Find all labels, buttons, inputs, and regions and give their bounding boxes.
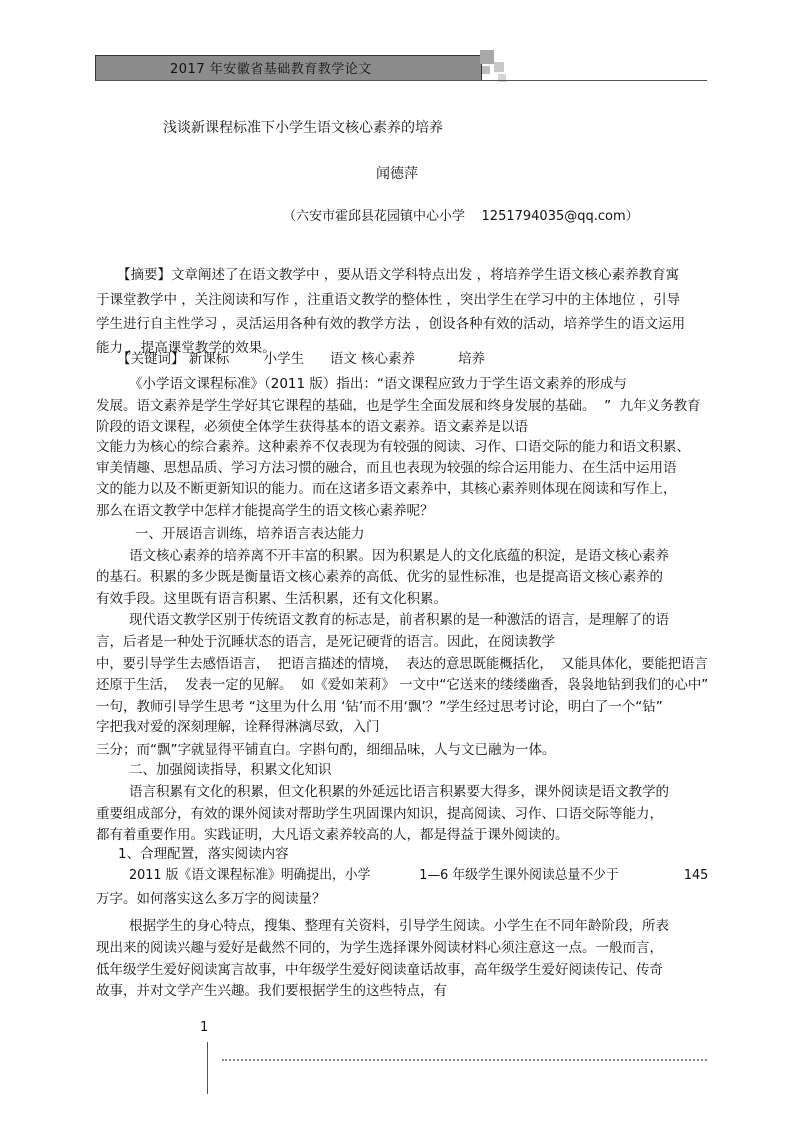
decorative-square bbox=[494, 62, 504, 72]
body-line: 审美情趣、思想品质、学习方法习惯的融合，而且也表现为较强的综合运用能力、在生活中运用语 bbox=[96, 460, 677, 476]
decorative-square bbox=[480, 50, 494, 64]
body-line: 现代语文教学区别于传统语文教育的标志是，前者积累的是一种激活的语言，是理解了的语 bbox=[129, 612, 669, 628]
body-line: 三分；而“飘”字就显得平铺直白。字斟句酌，细细品味，人与文已融为一体。 bbox=[96, 742, 556, 758]
body-line: 文能力为核心的综合素养。这种素养不仅表现为有较强的阅读、习作、口语交际的能力和语文积累、 bbox=[96, 439, 690, 455]
body-line: 一、开展语言训练，培养语言表达能力 bbox=[135, 526, 365, 542]
body-line: 【关键词】 新课标 小学生 语文 核心素养 培养 bbox=[117, 351, 486, 367]
body-line: 还原于生活， 发表一定的见解。 如《爱如茉莉》 一文中“它送来的缕缕幽香，袅袅地钻到我们的心中” bbox=[96, 677, 709, 693]
body-line: 现出来的阅读兴趣与爱好是截然不同的，为学生选择课外阅读材料心须注意这一点。一般而言， bbox=[96, 940, 663, 956]
body-line: 阶段的语文课程，必须使全体学生获得基本的语文素养。语文素养是以语 bbox=[96, 419, 528, 435]
article-title: 浅谈新课程标准下小学生语文核心素养的培养 bbox=[163, 120, 443, 136]
header-rule bbox=[95, 80, 707, 81]
journal-title: 2017 年安徽省基础教育教学论文 bbox=[170, 62, 372, 77]
body-line: 都有着重要作用。实践证明，大凡语文素养较高的人，都是得益于课外阅读的。 bbox=[96, 827, 569, 843]
article-affiliation: （六安市霍邱县花园镇中心小学 1251794035@qq.com） bbox=[283, 209, 639, 224]
body-line: 【摘要】文章阐述了在语文教学中 ，要从语文学科特点出发 ，将培养学生语文核心素养教育寓 bbox=[117, 267, 680, 283]
body-line: 语文核心素养的培养离不开丰富的积累。因为积累是人的文化底蕴的积淀，是语文核心素养 bbox=[129, 548, 669, 564]
body-line: 的基石。积累的多少既是衡量语文核心素养的高低、优劣的显性标准，也是提高语文核心素养的 bbox=[96, 569, 663, 585]
body-line: 能力 ，提高课堂教学的效果。 bbox=[96, 340, 276, 356]
body-line: 根据学生的身心特点，搜集、整理有关资料，引导学生阅读。小学生在不同年龄阶段，所表 bbox=[129, 918, 669, 934]
body-line: 重要组成部分，有效的课外阅读对帮助学生巩固课内知识，提高阅读、习作、口语交际等能力， bbox=[96, 806, 663, 822]
article-author: 闻德萍 bbox=[376, 166, 418, 182]
body-line: 万字。如何落实这么多万字的阅读量？ bbox=[96, 891, 326, 907]
footer-tick bbox=[207, 1042, 208, 1094]
body-line: 二、加强阅读指导，积累文化知识 bbox=[129, 762, 332, 778]
body-line: 故事，并对文学产生兴趣。我们要根据学生的这些特点，有 bbox=[96, 983, 447, 999]
body-line: 字把我对爱的深刻理解，诠释得淋漓尽致，入门 bbox=[96, 719, 380, 735]
body-line: 语言积累有文化的积累，但文化积累的外延远比语言积累要大得多，课外阅读是语文教学的 bbox=[129, 784, 669, 800]
body-line: 那么在语文教学中怎样才能提高学生的语文核心素养呢？ bbox=[96, 503, 434, 519]
body-line: 学生进行自主性学习 ，灵活运用各种有效的教学方法 ，创设各种有效的活动，培养学生的语文运用 bbox=[96, 316, 686, 332]
body-line: 发展。语文素养是学生学好其它课程的基础，也是学生全面发展和终身发展的基础。 ” 九年义务教育 bbox=[96, 398, 701, 414]
body-line: 低年级学生爱好阅读寓言故事，中年级学生爱好阅读童话故事，高年级学生爱好阅读传记、传奇 bbox=[96, 962, 663, 978]
body-line: 《小学语文课程标准》（2011 版）指出：“语文课程应致力于学生语文素养的形成与 bbox=[129, 376, 627, 392]
body-line: 于课堂教学中 ，关注阅读和写作 ，注重语文教学的整体性 ，突出学生在学习中的主体地位 ，引导 bbox=[96, 292, 681, 308]
footer-rule bbox=[222, 1059, 707, 1061]
body-line: 文的能力以及不断更新知识的能力。而在这诸多语文素养中，其核心素养则体现在阅读和写作上， bbox=[96, 481, 677, 497]
body-line: 1、合理配置，落实阅读内容 bbox=[118, 846, 289, 862]
body-line: 言，后者是一种处于沉睡状态的语言，是死记硬背的语言。因此，在阅读教学 bbox=[96, 634, 555, 650]
body-line: 2011 版《语文课程标准》明确提出，小学 1—6 年级学生课外阅读总量不少于 145 bbox=[129, 867, 709, 883]
body-line: 中，要引导学生去感悟语言， 把语言描述的情境， 表达的意思既能概括化， 又能具体化，要能把语言 bbox=[96, 656, 708, 672]
decorative-square bbox=[482, 66, 490, 74]
body-line: 一句，教师引导学生思考 “这里为什么用 ‘钻’而不用‘飘’？”学生经过思考讨论，明白了一个“钻” bbox=[96, 699, 663, 715]
page-number: 1 bbox=[200, 1020, 209, 1035]
body-line: 有效手段。这里既有语言积累、生活积累，还有文化积累。 bbox=[96, 591, 447, 607]
